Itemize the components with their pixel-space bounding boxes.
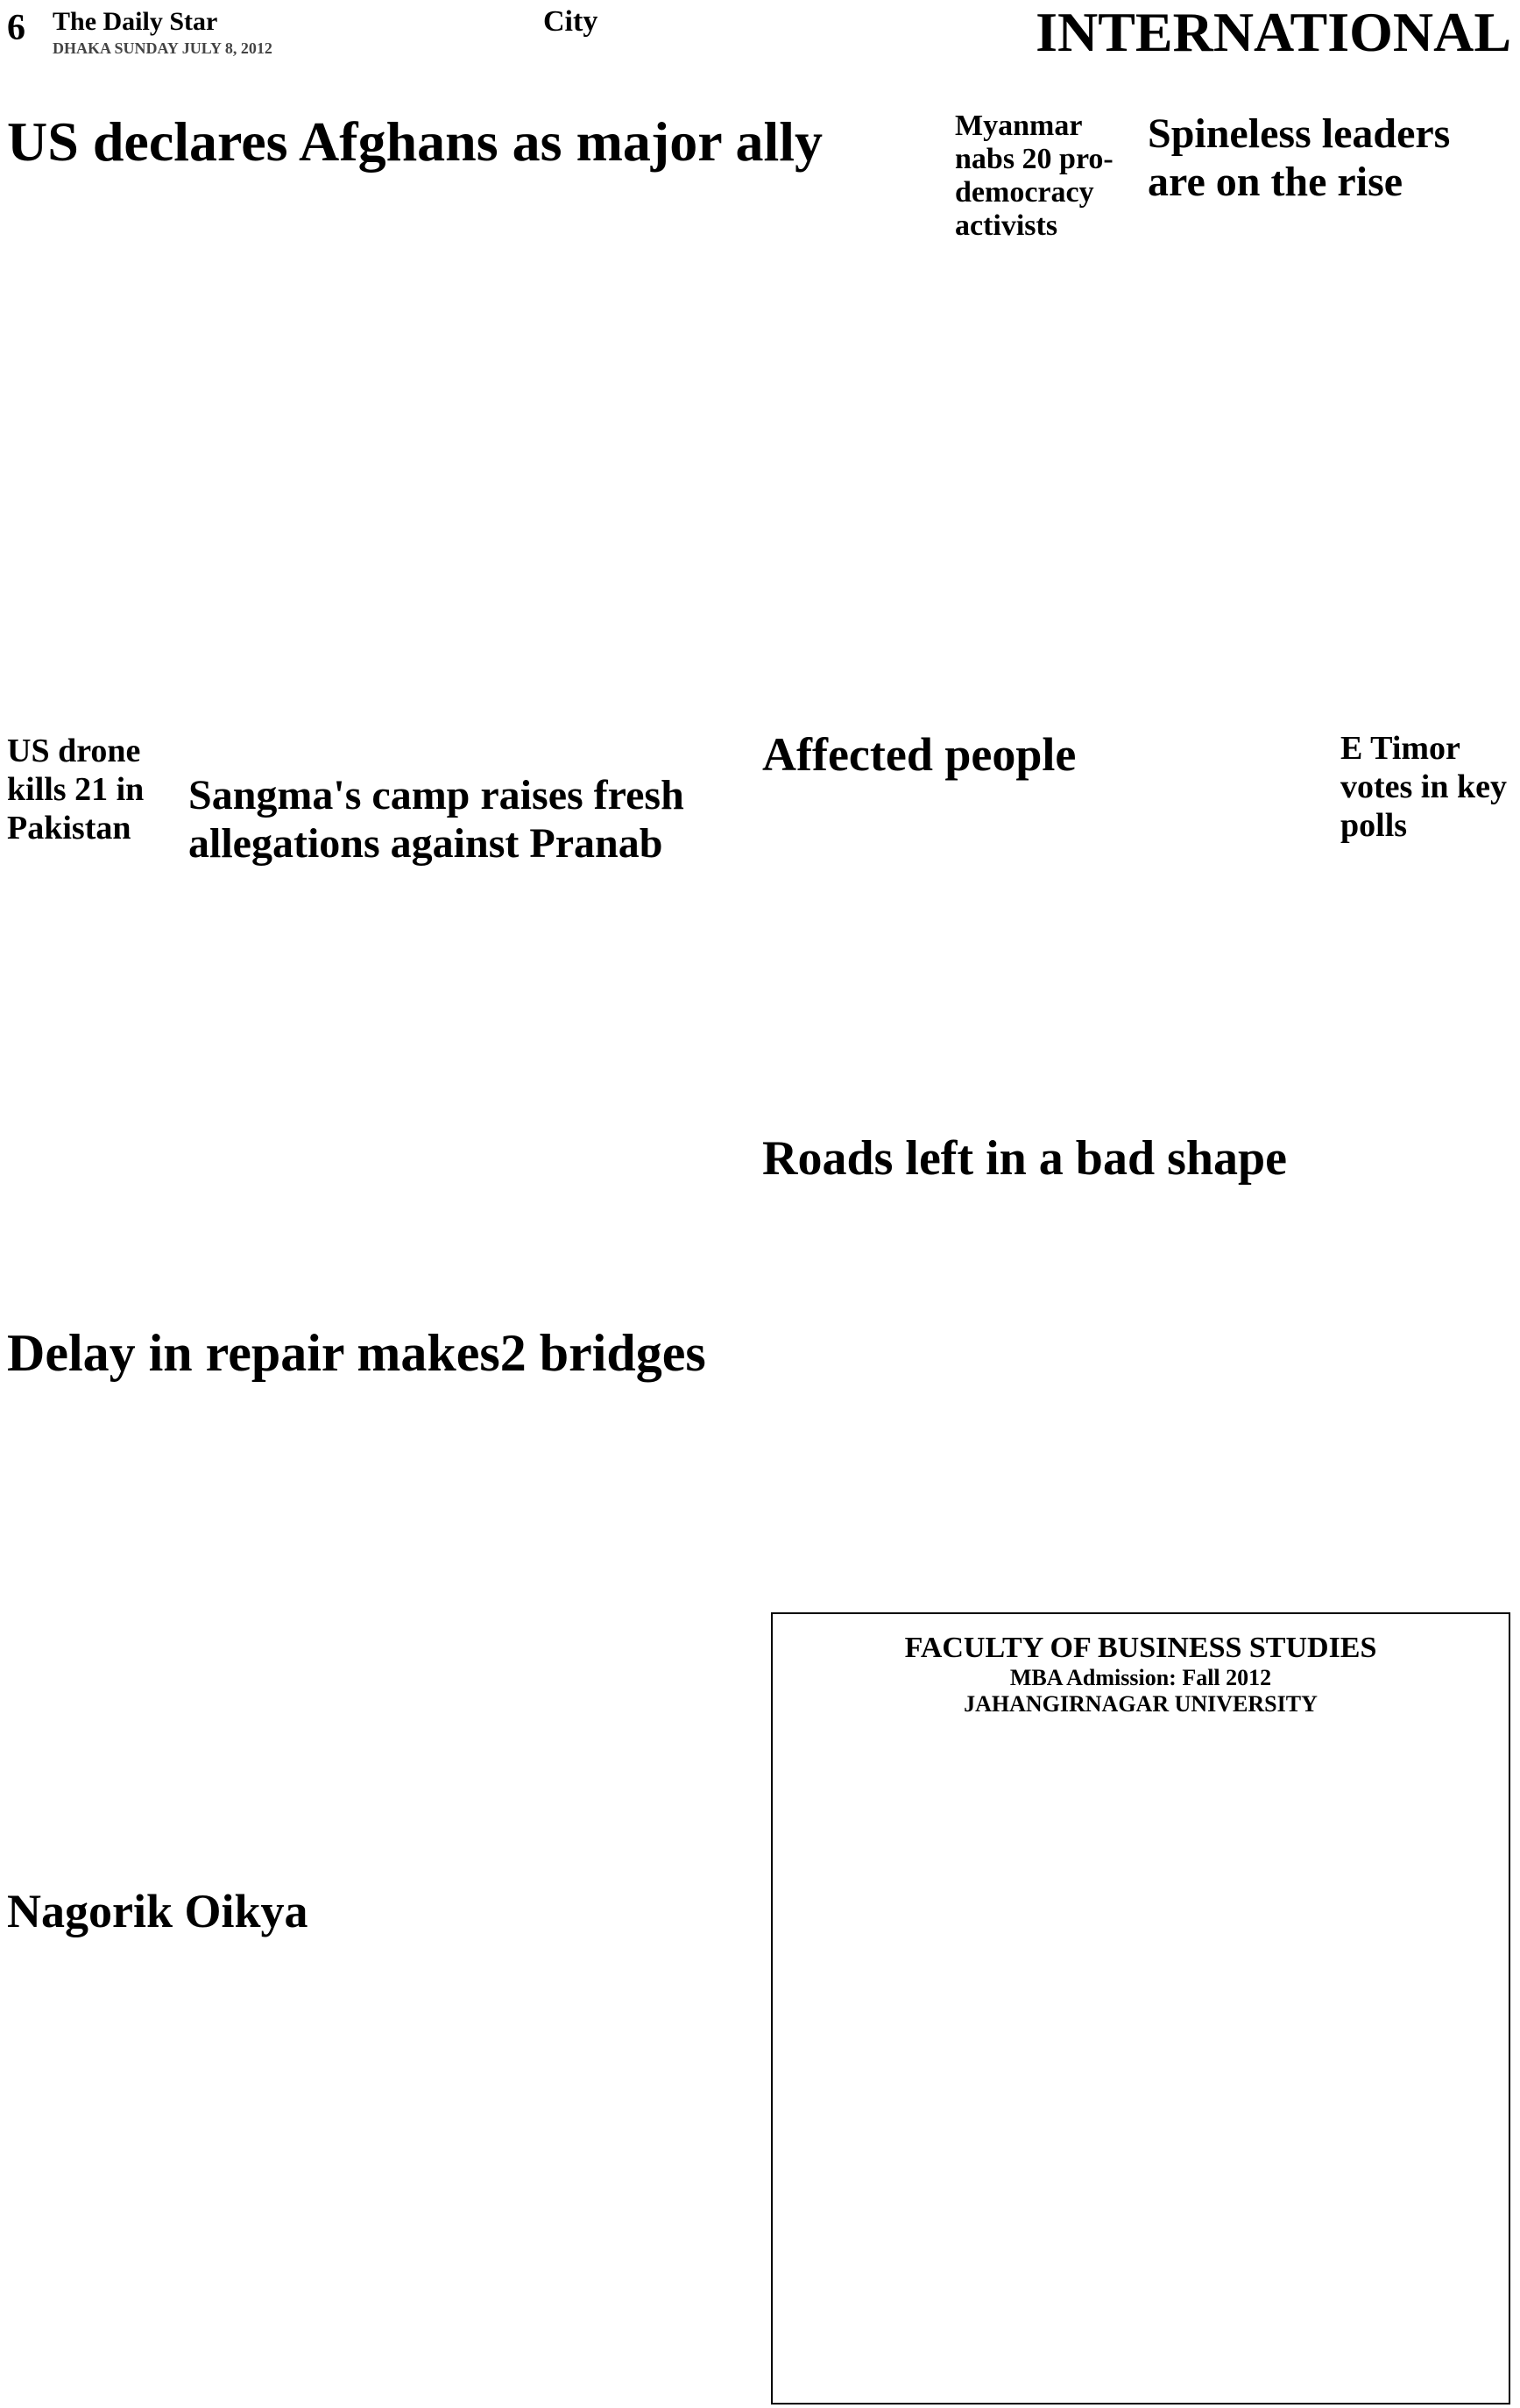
headline-7: E Timor votes in key polls xyxy=(1340,730,1507,844)
section-title-right: INTERNATIONAL xyxy=(1036,1,1511,63)
headline-4: US drone kills 21 in Pakistan xyxy=(7,733,145,846)
headline-3: Spineless leaders are on the rise xyxy=(1148,110,1451,205)
headline-5: Sangma's camp raises fresh allegations against Pranab xyxy=(188,772,684,867)
ad-box xyxy=(771,1612,1510,2404)
ad-university: JAHANGIRNAGAR UNIVERSITY xyxy=(964,1691,1318,1717)
headline-1: US declares Afghans as major ally xyxy=(7,110,823,173)
page-number: 6 xyxy=(7,8,25,48)
headline-9: Delay in repair makes2 bridges xyxy=(7,1324,706,1382)
section-title: City xyxy=(543,5,598,38)
headline-8: Roads left in a bad shape xyxy=(762,1131,1288,1186)
ad-title: FACULTY OF BUSINESS STUDIES xyxy=(904,1632,1377,1664)
masthead: The Daily Star xyxy=(53,7,218,36)
dateline: DHAKA SUNDAY JULY 8, 2012 xyxy=(53,39,272,57)
ad-subtitle: MBA Admission: Fall 2012 xyxy=(1009,1665,1272,1690)
headline-6: Affected people xyxy=(762,728,1077,781)
headline-10: Nagorik Oikya xyxy=(7,1885,308,1937)
headline-2: Myanmar nabs 20 pro-democracy activists xyxy=(955,110,1113,242)
